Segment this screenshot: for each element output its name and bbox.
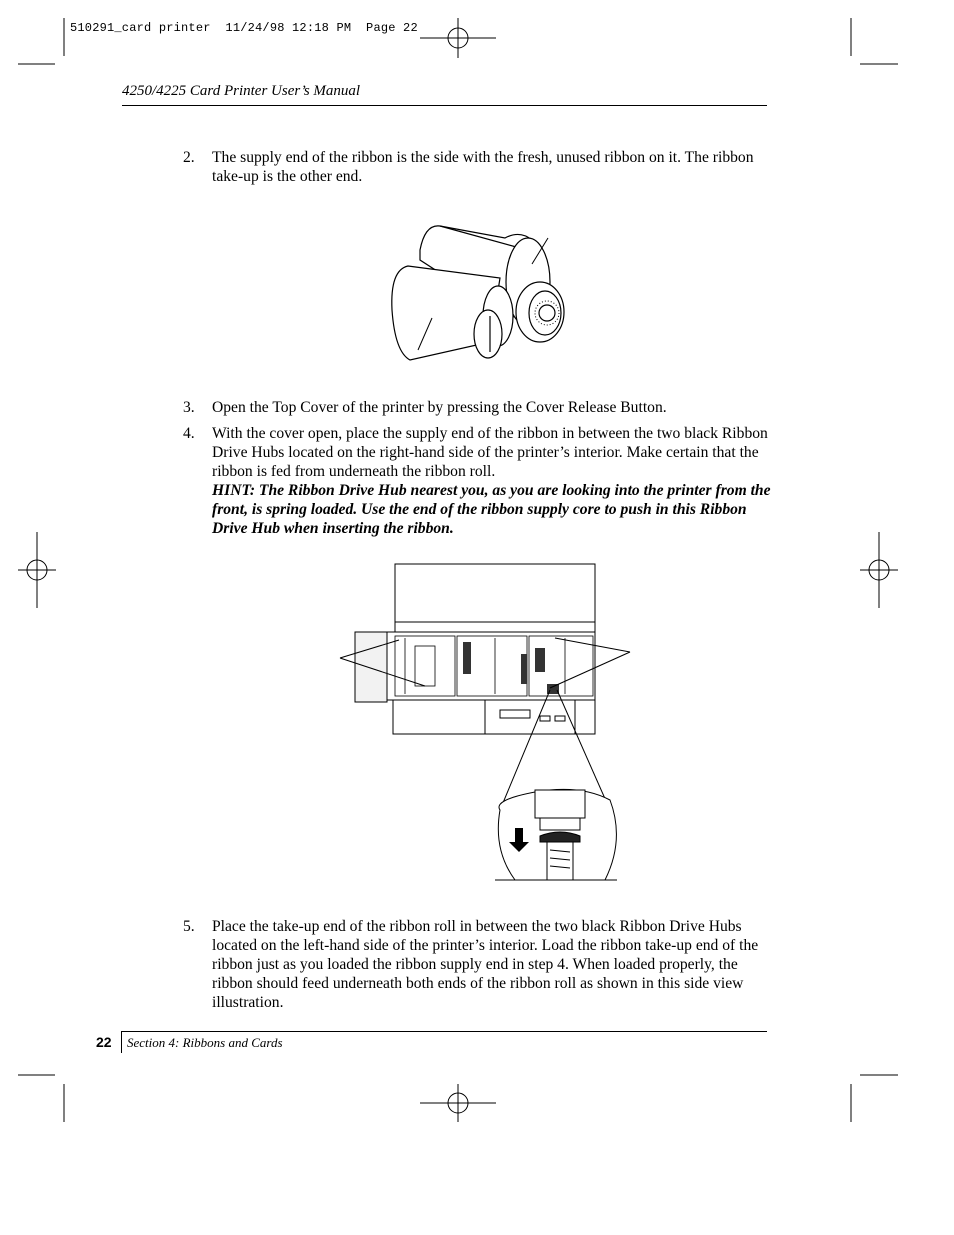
- footer-rule: [122, 1031, 767, 1032]
- step-number: 4.: [183, 425, 195, 442]
- step-number: 2.: [183, 149, 195, 166]
- step-3: [183, 398, 763, 417]
- printer-interior-illustration: [335, 560, 635, 890]
- footer-section: Section 4: Ribbons and Cards: [127, 1035, 283, 1050]
- step-2: [183, 148, 763, 186]
- registration-target-bottom: [420, 1084, 496, 1122]
- step-text: The supply end of the ribbon is the side with the fresh, unused ribbon on it. The ribbon take-up is the other end.: [212, 149, 754, 185]
- magnified-hub-detail: [495, 789, 617, 880]
- registration-target-right: [860, 532, 898, 608]
- running-head: 4250/4225 Card Printer User’s Manual: [122, 83, 361, 99]
- step-number: 3.: [183, 399, 195, 416]
- page-number: 22: [96, 1034, 112, 1050]
- step-5: [183, 917, 773, 1012]
- step-text: Open the Top Cover of the printer by pressing the Cover Release Button.: [212, 399, 667, 416]
- registration-target-left: [18, 532, 56, 608]
- slug-line: 510291_card printer 11/24/98 12:18 PM Page 22: [70, 21, 418, 35]
- step-text: Place the take-up end of the ribbon roll in between the two black Ribbon Drive Hubs located on the left-hand side of the printer’s interior. Load the ribbon take-up end of the ribbon just as you loaded the ribbon supply end in step 4. When loaded properly, the ribbon should feed underneath both ends of the ribbon roll as shown in this side view illustration.: [212, 918, 759, 1011]
- step-number: 5.: [183, 918, 195, 935]
- step-4: [183, 424, 773, 538]
- ribbon-roll-illustration: [380, 220, 580, 370]
- step-text: With the cover open, place the supply end of the ribbon in between the two black Ribbon Drive Hubs located on the right-hand side of the printer’s interior. Make certain that the ribbon is fed from underneath the ribbon roll.: [212, 425, 768, 480]
- header-rule: [122, 105, 767, 106]
- hint-text: HINT: The Ribbon Drive Hub nearest you, as you are looking into the printer from the front, is spring loaded. Use the end of the ribbon supply core to push in this Ribbon Drive Hub when inserting the ribbon.: [212, 482, 771, 537]
- footer-divider: [121, 1031, 122, 1053]
- registration-target-top: [420, 18, 496, 58]
